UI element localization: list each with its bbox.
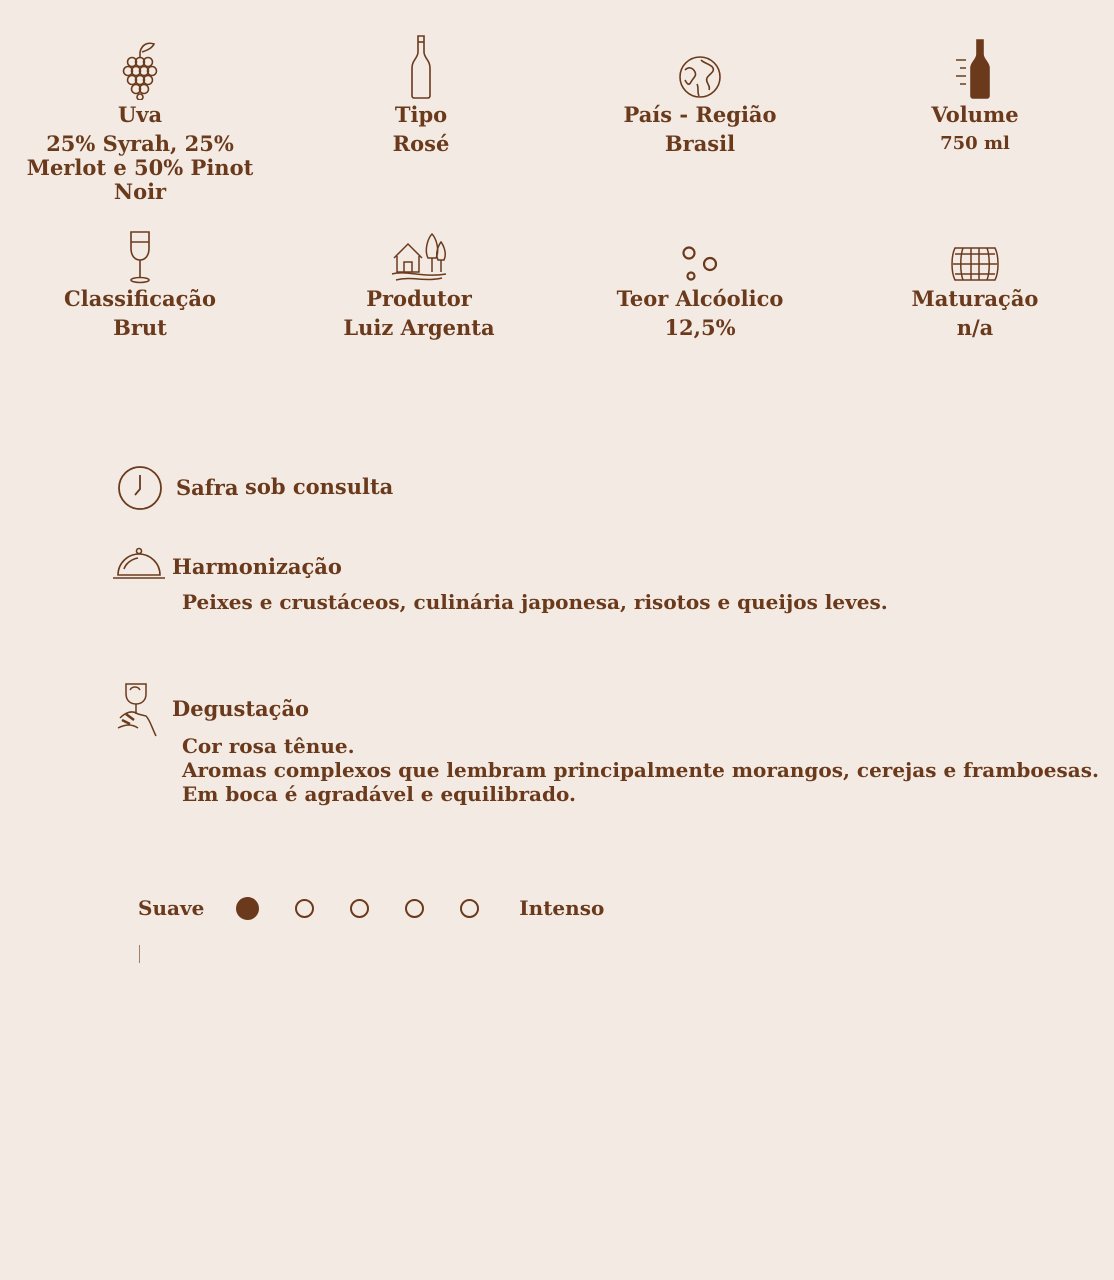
spec-value: 12,5% xyxy=(664,315,736,340)
spec-value: Luiz Argenta xyxy=(343,315,495,340)
spec-label: País - Região xyxy=(623,102,777,127)
spec-value: n/a xyxy=(956,315,994,340)
cloche-icon xyxy=(112,547,166,585)
spec-value: Brasil xyxy=(664,131,736,156)
scale-left-label: Suave xyxy=(138,896,205,920)
scale-dot xyxy=(460,899,479,918)
spec-pais xyxy=(570,30,830,156)
text-cursor-mark xyxy=(136,945,140,963)
harmonizacao-text: Peixes e crustáceos, culinária japonesa, risotos e queijos leves. xyxy=(182,590,888,614)
clock-icon xyxy=(117,465,163,515)
spec-uva xyxy=(10,30,270,204)
scale-dot xyxy=(350,899,369,918)
intensity-scale xyxy=(138,893,604,923)
spec-produtor xyxy=(289,214,549,340)
scale-dot xyxy=(295,899,314,918)
spec-value: Brut xyxy=(113,315,167,340)
glass-icon xyxy=(10,214,270,284)
spec-volume xyxy=(845,30,1105,156)
safra-label: Safra xyxy=(176,475,239,500)
spec-value: 750 ml xyxy=(940,133,1010,154)
tasting-icon xyxy=(116,680,162,742)
bubbles-icon xyxy=(570,214,830,284)
barrel-icon xyxy=(845,214,1105,284)
spec-label: Maturação xyxy=(911,286,1039,311)
degustacao-line: Em boca é agradável e equilibrado. xyxy=(182,782,576,806)
degustacao-label: Degustação xyxy=(172,696,310,721)
spec-label: Teor Alcóolico xyxy=(616,286,784,311)
grapes-icon xyxy=(10,30,270,100)
degustacao-line: Cor rosa tênue. xyxy=(182,734,355,758)
harmonizacao-label: Harmonização xyxy=(172,554,342,579)
spec-maturacao xyxy=(845,214,1105,340)
spec-tipo xyxy=(291,30,551,156)
spec-label: Produtor xyxy=(366,286,472,311)
spec-classificacao xyxy=(10,214,270,340)
bottle-volume-icon xyxy=(845,30,1105,100)
spec-label: Classificação xyxy=(64,286,216,311)
spec-label: Volume xyxy=(931,102,1019,127)
spec-label: Uva xyxy=(117,102,163,127)
scale-dot xyxy=(405,899,424,918)
winery-icon xyxy=(289,214,549,284)
spec-label: Tipo xyxy=(394,102,448,127)
globe-icon xyxy=(570,30,830,100)
spec-value: Rosé xyxy=(392,131,450,156)
scale-right-label: Intenso xyxy=(519,896,605,920)
spec-value: 25% Syrah, 25% Merlot e 50% Pinot Noir xyxy=(26,131,254,204)
degustacao-line: Aromas complexos que lembram principalmente morangos, cerejas e framboesas. xyxy=(182,758,1099,782)
safra-value: sob consulta xyxy=(245,474,394,499)
spec-teor xyxy=(570,214,830,340)
bottle-icon xyxy=(291,30,551,100)
scale-dot xyxy=(236,897,259,920)
